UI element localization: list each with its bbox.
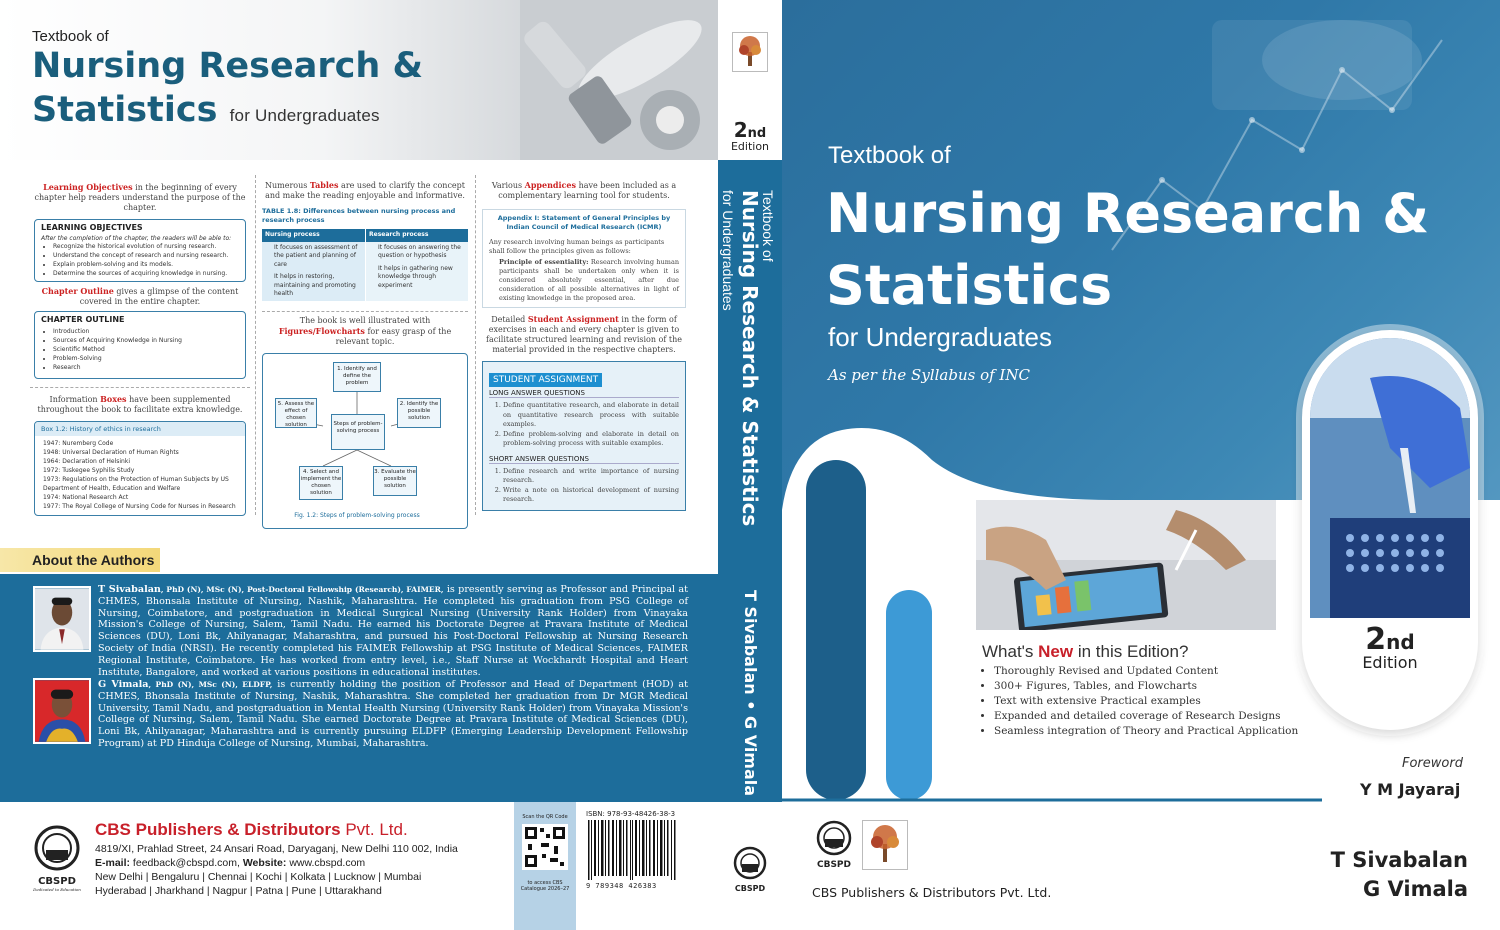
microscope-image [520, 0, 718, 160]
front-syllabus-note: As per the Syllabus of INC [828, 366, 1030, 384]
isbn-barcode: ISBN: 978-93-48426-38-3 9 789348 426383 [586, 810, 680, 900]
back-title-line1: Nursing Research & [32, 46, 423, 86]
publisher-cities-2: Hyderabad | Jharkhand | Nagpur | Patna | Pune | Uttarakhand [95, 885, 382, 897]
cbspd-emblem-icon [814, 820, 854, 856]
student-assignment-box: STUDENT ASSIGNMENT LONG ANSWER QUESTIONS 1. Define quantitative research, and elaborate in detail on quantitative research process with suitable examples. 2. Define problem-solving and elaborate in detail on problem-solving process with suitable examples. SHORT ANSWER QUESTIONS 1. Define research and write importance of nursing research. 2. Write a note on historical development of nursing research. [482, 361, 686, 511]
list-item: • 300+ Figures, Tables, and Flowcharts [994, 679, 1298, 694]
back-title-small: Textbook of [32, 28, 109, 45]
tables-intro: Numerous Tables are used to clarify the concept and make the reading enjoyable and informative. [264, 180, 466, 200]
learning-objectives-list: • Recognize the historical evolution of nursing research. • Understand the concept of research and nursing research. • Explain problem-solving and its models. • Determine the sources of acquiring knowledge in nursing. [41, 242, 239, 278]
spine-title-main: Nursing Research & Statistics [738, 190, 762, 527]
appendix-sample: Appendix I: Statement of General Principles by Indian Council of Medical Research (ICMR) Any research involving human beings as participants shall follow the principles given as follows: Principle of essentiality: Research involving human participants shall be undertaken only when it is considered absolutely essential, after due consideration of all possible alternatives in light of existing knowledge in the proposed area. [482, 209, 686, 308]
info-box-list: 1947: Nuremberg Code 1948: Universal Declaration of Human Rights 1964: Declaration of Helsinki 1972: Tuskegee Syphilis Study 1973: Regulations on the Protection of Human Subjects by US Department of Health, Education and Welfare 1974: National Research Act 1977: The Royal College of Nursing Code for Nurses in Research [43, 440, 236, 510]
whats-new-list [982, 664, 1298, 739]
list-item: • Text with extensive Practical examples [994, 694, 1298, 709]
front-title-line1: Nursing Research & [826, 182, 1430, 245]
tablet-analysis-photo [976, 500, 1276, 630]
front-cover [782, 0, 1500, 930]
chapter-outline-list: • Introduction • Sources of Acquiring Knowledge in Nursing • Scientific Method • Problem-Solving • Research [41, 327, 239, 372]
flowchart-sample [262, 353, 468, 529]
info-box-sample: Box 1.2: History of ethics in research 1947: Nuremberg Code 1948: Universal Declaration of Human Rights 1964: Declaration of Helsinki 1972: Tuskegee Syphilis Study 1973: Regulations on the Protection of Human Subjects by US Department of Health, Education and Welfare 1974: National Research Act 1977: The Royal College of Nursing Code for Nurses in Research [34, 421, 246, 516]
flow-node-2: 2. Identify the possible solution [397, 398, 441, 428]
table-caption: TABLE 1.8: Differences between nursing process and research process [262, 207, 456, 224]
chapter-outline-box: CHAPTER OUTLINE • Introduction • Sources of Acquiring Knowledge in Nursing • Scientific Method • Problem-Solving • Research [34, 311, 246, 379]
back-cover [0, 0, 718, 930]
front-edition: 2nd Edition [1362, 622, 1418, 672]
appendices-intro: Various Appendices have been included as a complementary learning tool for students. [491, 180, 677, 200]
cbspd-logo-back: CBSPD Dedicated to Education [32, 824, 82, 886]
flow-node-1: 1. Identify and define the problem [333, 362, 381, 392]
back-title [32, 44, 532, 138]
publisher-address: 4819/XI, Prahlad Street, 24 Ansari Road, Daryaganj, New Delhi 110 002, India [95, 843, 458, 855]
cbspd-logo-front: CBSPD [814, 820, 854, 872]
feature-column-2 [262, 180, 468, 529]
barcode-icon [586, 820, 680, 884]
front-textbook-of: Textbook of [828, 142, 951, 169]
list-item: • Thoroughly Revised and Updated Content [994, 664, 1298, 679]
feature-column-1 [30, 182, 250, 516]
front-authors [1331, 846, 1468, 904]
author-bio-sivabalan: T Sivabalan, PhD (N), MSc (N), Post-Doctoral Fellowship (Research), FAIMER, is presently serving as Professor and Principal at CHMES, Bhonsala Institute of Nursing, Nashik, Maharashtra. He completed his graduation from PSG College of Nursing, Coimbatore, and postgraduation in Medical Surgical Nursing (University Rank Holder) from Vinayaka Mission's College of Nursing, Salem, Tamil Nadu. He earned his Doctorate Degree at Pravara Institute of Medical Sciences (DU), Loni Bk, Ahilyanagar, Maharashtra, and pursued his Post-Doctoral Fellowship at Nursing Research Society of India (NRSI). He recently completed his FAIMER Fellowship at PSG Institute of Medical Sciences, FAIMER Regional Institute, Coimbatore. He has worked from entry level, i.e., Staff Nurse at Wockhardt Hospital and Heart Institute, Bangalore, and worked at various positions in educational institutes. [98, 584, 688, 678]
flowchart-caption: Fig. 1.2: Steps of problem-solving process [294, 511, 420, 519]
publisher-cities-1: New Delhi | Bengaluru | Chennai | Kochi | Kolkata | Lucknow | Mumbai [95, 871, 422, 883]
flow-center: Steps of problem-solving process [331, 414, 385, 450]
flow-node-5: 5. Assess the effect of chosen solution [275, 398, 317, 428]
publisher-contact: E-mail: feedback@cbspd.com, Website: www.cbspd.com [95, 857, 366, 869]
front-author-1: T Sivabalan [1330, 848, 1468, 872]
info-boxes-intro: Information Boxes have been supplemented throughout the book to facilitate extra knowledge. [37, 394, 243, 414]
cbspd-emblem-icon [731, 846, 769, 880]
tree-logo-front [862, 820, 908, 870]
front-title-line2: Statistics [826, 254, 1113, 317]
spine-title-sub: for Undergraduates [720, 190, 736, 311]
back-title-line2 [32, 88, 532, 138]
about-authors-title: About the Authors [32, 552, 155, 568]
spine-authors: T Sivabalan • G Vimala [741, 590, 760, 797]
lab-glove-photo [1310, 338, 1470, 618]
feature-column-3-divider [475, 175, 476, 515]
figures-intro: The book is well illustrated with Figures/Flowcharts for easy grasp of the relevant topic. [278, 315, 452, 346]
list-item: • Seamless integration of Theory and Practical Application [994, 724, 1298, 739]
front-subtitle: for Undergraduates [828, 322, 1053, 352]
list-item: • Expanded and detailed coverage of Research Designs [994, 709, 1298, 724]
learning-objectives-box: LEARNING OBJECTIVES After the completion of the chapter, the readers will be able to: • Recognize the historical evolution of nursing research. • Understand the concept of research and nursing research. • Explain problem-solving and its models. • Determine the sources of acquiring knowledge in nursing. [34, 219, 246, 282]
back-title-sub: for Undergraduates [229, 106, 380, 125]
front-publisher: CBS Publishers & Distributors Pvt. Ltd. [812, 885, 1052, 900]
author-photo-sivabalan [33, 586, 91, 652]
flow-node-3: 3. Evaluate the possible solution [373, 466, 417, 496]
foreword-label: Foreword [1402, 756, 1463, 771]
front-author-2: G Vimala [1362, 877, 1468, 901]
flow-node-4: 4. Select and implement the chosen solution [299, 466, 343, 500]
whats-new-heading: What's New in this Edition? [982, 642, 1189, 661]
back-title-word: Statistics [32, 90, 218, 130]
learning-objectives-intro: Learning Objectives in the beginning of every chapter help readers understand the purpose of the chapter. [34, 182, 246, 212]
spine-edition: 2nd Edition [730, 118, 770, 153]
sample-table: Nursing process It focuses on assessment of the patient and planning of care It helps in restoring, maintaining and promoting health Research process It focuses on answering the question or hypothesis It helps in gathering new knowledge through experiment [262, 229, 468, 301]
front-title [826, 178, 1486, 322]
feature-column-2-divider [255, 175, 256, 515]
edition-pill [1302, 330, 1478, 730]
foreword-name: Y M Jayaraj [1360, 780, 1461, 799]
divider [30, 387, 250, 388]
cbspd-logo-spine: CBSPD [731, 846, 769, 894]
spine-title-small: Textbook of [760, 190, 776, 262]
qr-panel: Scan the QR Code to access CBS Catalogue 2026–27 [514, 802, 576, 930]
author-photo-vimala [33, 678, 91, 744]
qr-code-icon[interactable] [522, 824, 568, 870]
student-assignment-intro: Detailed Student Assignment in the form of exercises in each and every chapter is given to facilitate structured learning and revision of the material provided in the respective chapters. [486, 314, 682, 354]
feature-column-3 [482, 180, 686, 511]
publisher-name: CBS Publishers & Distributors Pvt. Ltd. [95, 820, 408, 839]
cbspd-emblem-icon [32, 824, 82, 872]
tree-logo-spine [732, 32, 768, 72]
front-logos [814, 820, 914, 876]
divider [262, 311, 468, 312]
author-bio-vimala: G Vimala, PhD (N), MSc (N), ELDFP, is currently holding the position of Professor and Head of Department (HOD) at CHMES, Bhonsala Institute of Nursing, Nashik, Maharashtra. She completed her graduation from Dr MGR Medical University, Tamil Nadu, and postgraduation in Mental Health Nursing (University Rank Holder) from Vinayaka Mission's College of Nursing, Salem, Tamil Nadu. She earned Doctorate Degree at Pravara Institute of Medical Sciences (DU), Loni Bk, Ahilyanagar, Maharashtra and is currently pursuing ELDFP (Emerging Leadership Development Fellowship Program) at PD Hinduja College of Nursing, Mumbai, Maharashtra. [98, 679, 689, 749]
chapter-outline-intro: Chapter Outline gives a glimpse of the content covered in the entire chapter. [41, 286, 239, 306]
